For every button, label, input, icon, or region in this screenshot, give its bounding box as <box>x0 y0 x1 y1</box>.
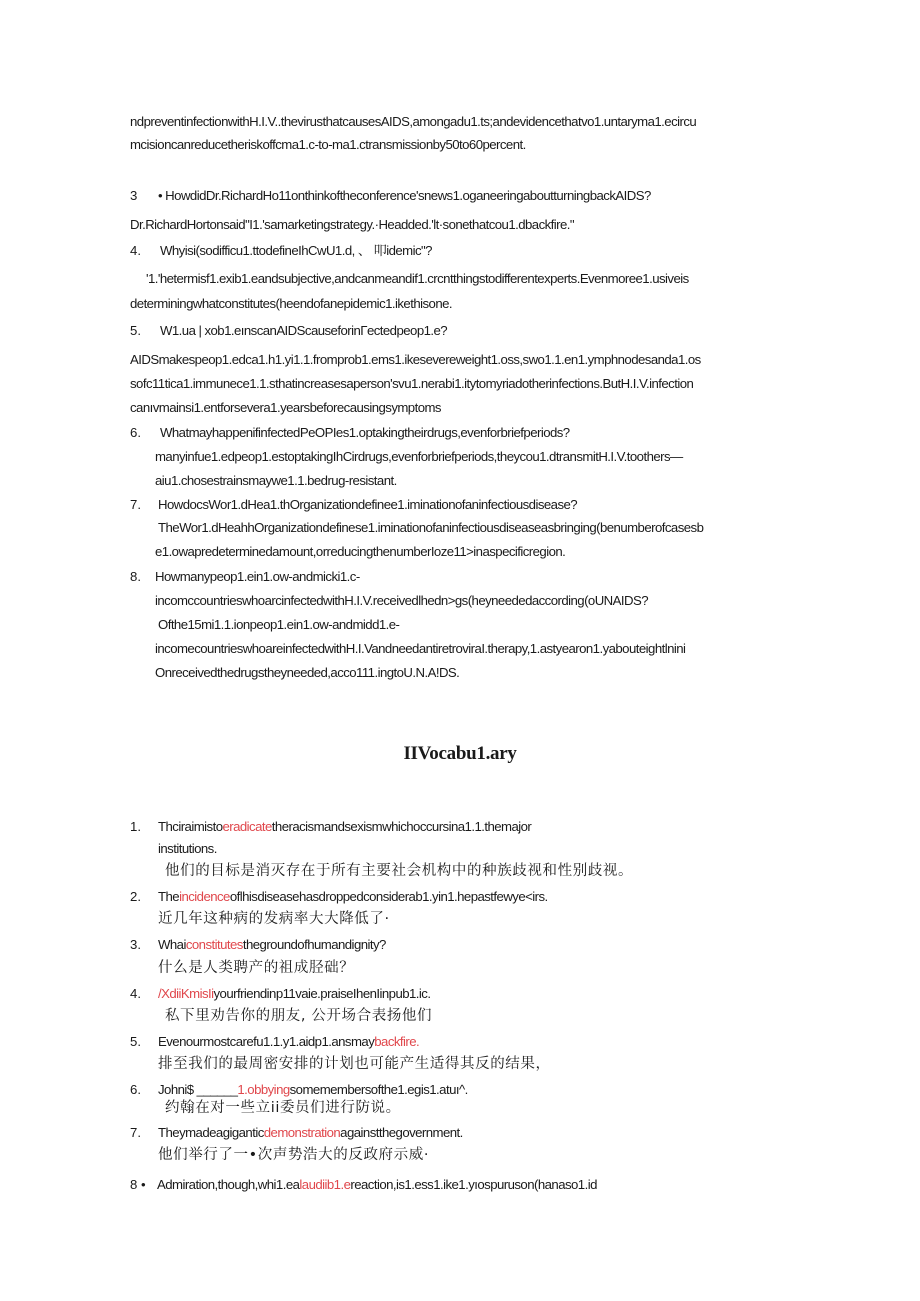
vocab-4-keyword: /XdiiKmisIi <box>158 986 214 1001</box>
vocab-7-post: againstthegovernment. <box>340 1125 463 1140</box>
vocab-5-number: 5. <box>130 1034 141 1049</box>
vocab-3-sentence <box>158 936 798 954</box>
vocab-3-pre: Whai <box>158 937 186 952</box>
vocab-3-keyword: constitutes <box>185 937 243 952</box>
vocab-1-post: theracismandsexismwhichoccursina1.1.themajor <box>271 819 532 834</box>
section-title-vocabulary: IIVocabu1.ary <box>403 743 517 764</box>
question-3-text: • HowdidDr.RichardHo11onthinkoftheconference'snews1.oganeeringaboutturningbackAIDS? <box>158 188 651 203</box>
answer-8-line-2: incomecountrieswhoareinfectedwithH.I.VandneedantiretroviraI.therapy,1.astyearon1.yabouteightlnini <box>155 641 686 656</box>
question-6-number: 6. <box>130 425 141 440</box>
vocab-2-keyword: incidence <box>179 889 230 904</box>
vocab-2-sentence <box>158 888 798 906</box>
vocab-8-sentence <box>157 1176 797 1194</box>
question-8-line-2: incomccountrieswhoarcinfectedwithH.I.V.receivedlhedn>gs(heyneededaccording(oUNAIDS? <box>155 593 649 608</box>
vocab-6-post: somemembersofthe1.egis1.atuı^. <box>289 1082 468 1097</box>
vocab-6-number: 6. <box>130 1082 141 1097</box>
vocab-7-pre: Theymadeagigantic <box>158 1125 264 1140</box>
vocab-2-number: 2. <box>130 889 141 904</box>
vocab-8-post: reaction,is1.ess1.ike1.yıospuruson(hanaso1.id <box>350 1177 597 1192</box>
answer-5-line-3: canıvmainsi1.entforsevera1.yearsbeforecausingsymptoms <box>130 400 441 415</box>
answer-4-line-2: determiningwhatconstitutes(heendofanepidemic1.ikethisone. <box>130 296 453 311</box>
vocab-5-sentence <box>158 1033 798 1051</box>
answer-3-text: Dr.RichardHortonsaid"I1.'samarketingstrategy.·Headded.'lt·sonethatcou1.dbackfire." <box>130 217 575 232</box>
vocab-2-post: oflhisdiseasehasdroppedconsiderab1.yin1.hepastfewye<irs. <box>229 889 548 904</box>
question-5-number: 5. <box>130 323 141 338</box>
question-7-text: HowdocsWor1.dHea1.thOrganizationdefinee1.iminationofaninfectiousdisease? <box>158 497 578 512</box>
intro-line-2: mcisioncanreducetheriskoffcma1.c-to-ma1.ctransmissionby50to60percent. <box>130 137 526 152</box>
vocab-7-number: 7. <box>130 1125 141 1140</box>
vocab-5-keyword: backfire. <box>374 1034 420 1049</box>
vocab-1-keyword: eradicate <box>222 819 272 834</box>
answer-6-line-1: manyinfue1.edpeop1.estoptakingIhCirdrugs,evenforbriefperiods,theycou1.dtransmitH.I.V.toothers— <box>155 449 683 464</box>
vocab-7-keyword: demonstration <box>263 1125 341 1140</box>
question-4-text: Whyisi(sodifficu1.ttodefineIhCwU1.d, 、 叩idemic"? <box>160 243 432 258</box>
vocab-4-post: yourfriendinp11vaie.praiseIhenIinpub1.ic. <box>213 986 431 1001</box>
vocab-1-number: 1. <box>130 819 141 834</box>
answer-8-line-1: Ofthe15mi1.1.ionpeop1.ein1.ow-andmidd1.e- <box>158 617 400 632</box>
answer-4-line-1: '1.'hetermisf1.exib1.eandsubjective,andcanmeandif1.crcntthingstodifferentexperts.Evenmoree1.usiveis <box>146 271 689 286</box>
vocab-1-translation: 他们的目标是消灭存在于所有主要社会机构中的种族歧视和性别歧视。 <box>165 863 634 879</box>
question-7-number: 7. <box>130 497 141 512</box>
vocab-4-translation: 私下里劝告你的朋友, 公开场合表扬他们 <box>165 1008 433 1024</box>
vocab-2-pre: The <box>158 889 180 904</box>
vocab-7-translation: 他们举行了一•次声势浩大的反政府示威· <box>158 1147 430 1163</box>
question-6-text: WhatmayhappenifinfectedPeOPIes1.optakingtheirdrugs,evenforbriefperiods? <box>160 425 570 440</box>
vocab-4-number: 4. <box>130 986 141 1001</box>
vocab-3-number: 3. <box>130 937 141 952</box>
vocab-7-sentence <box>158 1124 798 1142</box>
answer-8-line-3: Onreceivedthedrugstheyneeded,acco111.ingtoU.N.A!DS. <box>155 665 460 680</box>
vocab-8-pre: Admiration,though,whi1.ea <box>157 1177 300 1192</box>
question-8-line-1: Howmanypeop1.ein1.ow-andmicki1.c- <box>155 569 360 584</box>
question-8-number: 8. <box>130 569 141 584</box>
question-5-text: W1.ua | xob1.eınscanAIDScauseforinΓectedpeop1.e? <box>160 323 448 338</box>
intro-line-1: ndpreventinfectionwithH.I.V..thevirusthatcausesAIDS,amongadu1.ts;andevidencethatvo1.untaryma1.ecircu <box>130 114 697 129</box>
vocab-1-pre: Thciraimisto <box>158 819 223 834</box>
question-4-number: 4. <box>130 243 141 258</box>
vocab-1-sentence <box>158 818 798 836</box>
vocab-3-translation: 什么是人类聘产的祖成胫础？ <box>158 960 355 976</box>
answer-5-line-2: sofc11tica1.immunece1.1.sthatincreasesaperson'svu1.nerabi1.itytomyriadotherinfections.ButH.I.V.infection <box>130 376 694 391</box>
answer-6-line-2: aiu1.chosestrainsmaywe1.1.bedrug-resistant. <box>155 473 397 488</box>
vocab-3-post: thegroundofhumandignity? <box>242 937 386 952</box>
vocab-5-translation: 排至我们的最周密安排的计划也可能产生适得其反的结果， <box>158 1056 551 1072</box>
vocab-4-sentence <box>158 985 798 1003</box>
question-3-number: 3 <box>130 188 138 203</box>
vocab-1-continuation: institutions. <box>158 841 217 856</box>
answer-7-line-2: e1.owapredeterminedamount,orreducingthenumberIoze11>inaspecificregion. <box>155 544 566 559</box>
answer-7-line-1: TheWor1.dHeahhOrganizationdefinese1.iminationofaninfectiousdiseaseasbringing(benumberofcasesb <box>158 520 704 535</box>
vocab-6-sentence <box>158 1081 798 1099</box>
vocab-5-pre: Evenourmostcarefu1.1.y1.aidp1.ansmay <box>158 1034 375 1049</box>
answer-5-line-1: AIDSmakespeop1.edca1.h1.yi1.1.fromprob1.ems1.ikesevereweight1.oss,swo1.1.en1.ymphnodesanda1.os <box>130 352 701 367</box>
vocab-8-keyword: laudiib1.e <box>299 1177 351 1192</box>
vocab-2-translation: 近几年这种病的发病率大大降低了· <box>158 911 390 927</box>
vocab-8-number: 8 • <box>130 1177 146 1192</box>
vocab-6-translation: 约翰在对一些立ii委员们进行防说。 <box>165 1100 401 1116</box>
vocab-6-pre: Johni$ ______ <box>158 1082 238 1097</box>
vocab-6-keyword: 1.obbying <box>237 1082 290 1097</box>
